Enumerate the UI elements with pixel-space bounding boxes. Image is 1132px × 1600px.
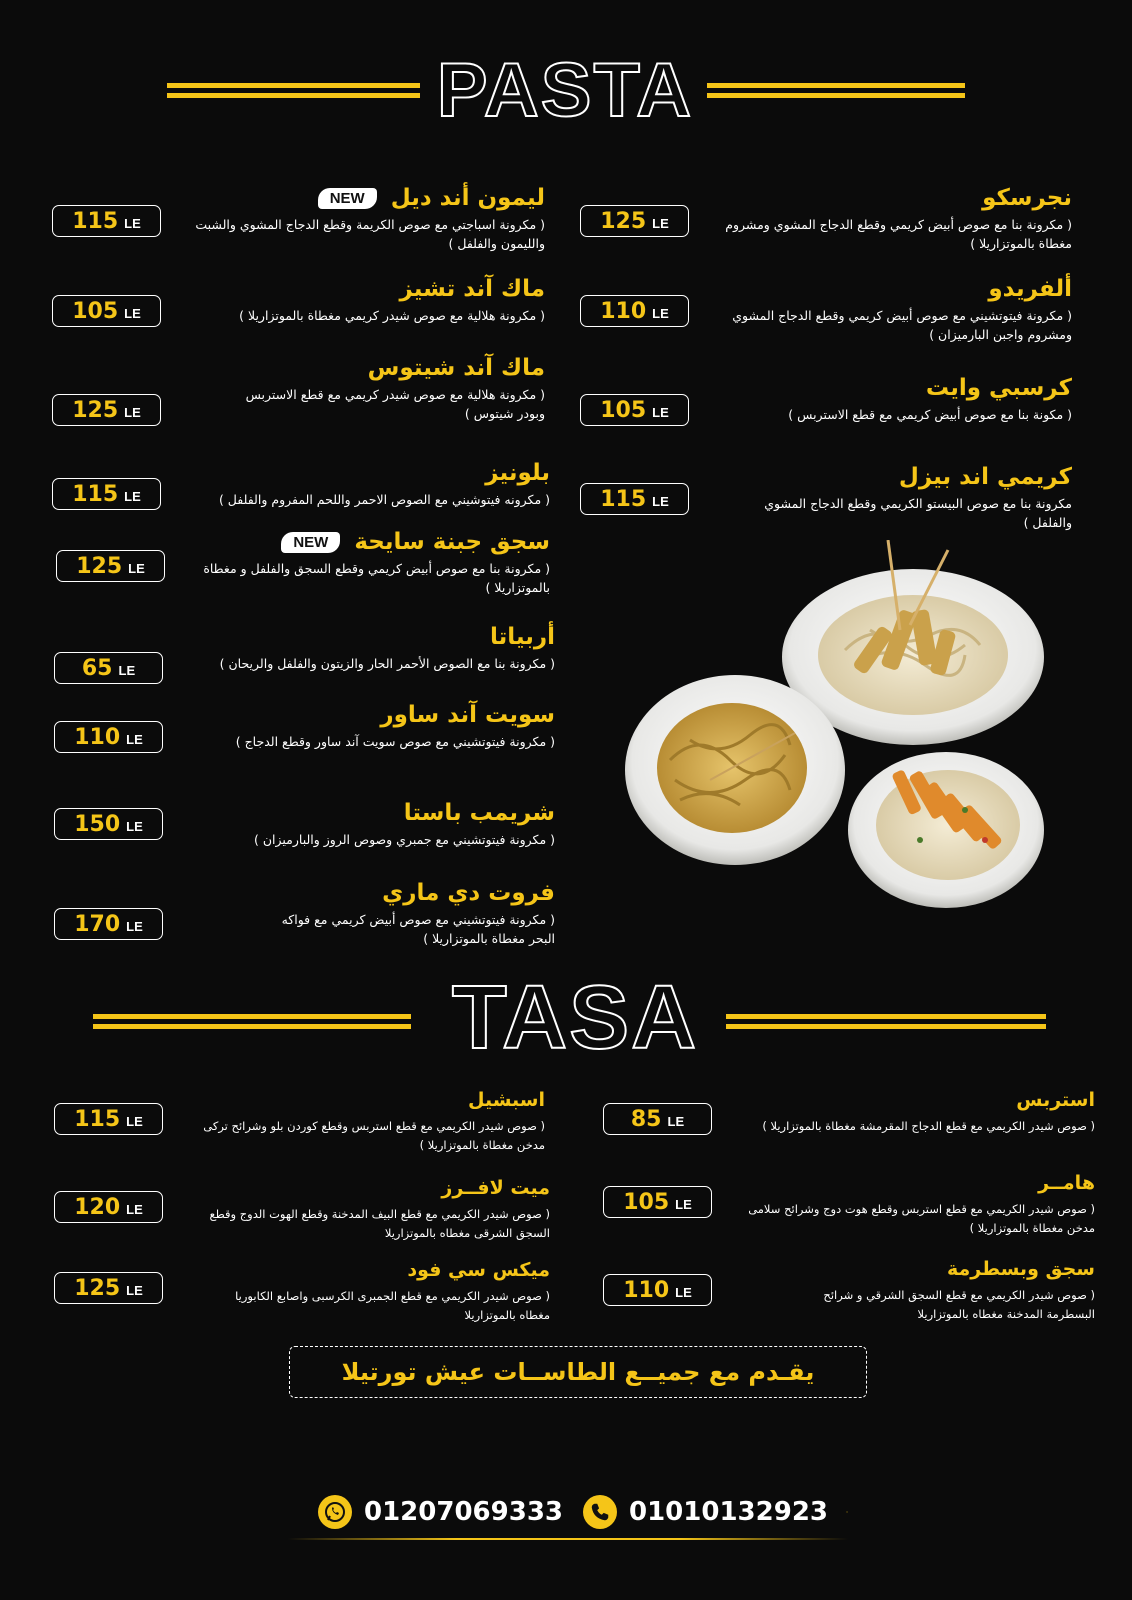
price-tag bbox=[603, 1274, 712, 1306]
item-name: ميت لافــرز bbox=[441, 1177, 550, 1199]
price-currency: LE bbox=[126, 1201, 143, 1217]
price-value: 65 bbox=[81, 655, 113, 681]
price-tag bbox=[54, 1272, 163, 1304]
price-value: 125 bbox=[76, 553, 123, 579]
price-currency: LE bbox=[652, 493, 669, 509]
price-value: 120 bbox=[74, 1194, 121, 1220]
tasa-tortilla-note: يقـدم مع جميــع الطاســات عيش تورتيلا bbox=[289, 1346, 867, 1398]
price-currency: LE bbox=[667, 1113, 685, 1129]
item-description: ( صوص شيدر الكريمي مع قطع الدجاج المقرمشة مغطاة بالموتزاريلا ) bbox=[762, 1119, 1095, 1133]
item-name: استربس bbox=[1016, 1089, 1095, 1111]
tasa-item-special bbox=[190, 1085, 545, 1155]
item-name: سويت آند ساور bbox=[380, 702, 555, 728]
price-tag bbox=[603, 1186, 712, 1218]
tasa-item-sausage-pastrami bbox=[790, 1254, 1095, 1324]
new-badge: NEW bbox=[318, 188, 377, 209]
tasa-divider-right bbox=[726, 1014, 1046, 1029]
price-tag bbox=[54, 1103, 163, 1135]
item-name: أربياتا bbox=[489, 624, 555, 650]
item-description: مكرونة بنا مع صوص البيستو الكريمي وقطع الدجاج المشوي والفلفل ) bbox=[764, 496, 1072, 530]
item-name: سجق وبسطرمة bbox=[946, 1258, 1095, 1280]
price-tag bbox=[580, 394, 689, 426]
price-tag bbox=[580, 205, 689, 237]
item-description: ( مكرونة هلالية مع صوص شيدر كريمي مع قطع الاستربس وبودر شيتوس ) bbox=[245, 387, 545, 421]
price-currency: LE bbox=[118, 662, 136, 678]
menu-item-sausage-cheese bbox=[180, 527, 550, 597]
item-description: ( مكرونة بنا مع صوص أبيض كريمي وقطع الدجاج المشوي ومشروم مغطاة بالموتزاريلا ) bbox=[725, 217, 1072, 251]
item-description: ( مكرونة فيتوتشيني مع صوص سويت آند ساور وقطع الدجاج ) bbox=[235, 734, 555, 749]
price-value: 85 bbox=[630, 1106, 662, 1132]
price-currency: LE bbox=[126, 918, 143, 934]
item-description: ( مكرونة فيتوتشيني مع جمبري وصوص الروز والبارميزان ) bbox=[253, 832, 555, 847]
price-value: 115 bbox=[74, 1106, 121, 1132]
price-tag bbox=[52, 295, 161, 327]
item-name: فروت دي ماري bbox=[382, 880, 555, 906]
item-name: اسبشيل bbox=[467, 1089, 545, 1111]
price-currency: LE bbox=[652, 215, 669, 231]
price-value: 170 bbox=[74, 911, 121, 937]
price-currency: LE bbox=[126, 1282, 143, 1298]
price-value: 105 bbox=[600, 397, 647, 423]
tasa-divider-left bbox=[93, 1014, 411, 1029]
whatsapp-icon[interactable] bbox=[318, 1495, 352, 1529]
item-description: ( صوص شيدر الكريمي مع قطع استربس وقطع كوردن بلو وشرائح تركى مدخن مغطاة بالموتزاريلا ) bbox=[203, 1119, 545, 1152]
menu-item-shrimp-pasta bbox=[160, 798, 555, 849]
price-currency: LE bbox=[652, 305, 669, 321]
price-currency: LE bbox=[126, 1113, 143, 1129]
price-tag bbox=[54, 652, 163, 684]
item-name: نجرسكو bbox=[982, 185, 1072, 211]
price-value: 115 bbox=[72, 481, 119, 507]
menu-item-arrabbiata bbox=[160, 622, 555, 673]
price-currency: LE bbox=[124, 215, 141, 231]
menu-item-negresco bbox=[700, 183, 1072, 253]
price-value: 115 bbox=[600, 486, 647, 512]
price-currency: LE bbox=[652, 404, 669, 420]
tasa-title: TASA bbox=[451, 968, 699, 1068]
item-description: ( مكرونة بنا مع الصوص الأحمر الحار والزيتون والفلفل والريحان ) bbox=[219, 656, 555, 671]
menu-item-sweet-sour bbox=[160, 700, 555, 751]
tasa-item-mix-seafood bbox=[220, 1255, 550, 1325]
price-currency: LE bbox=[124, 488, 141, 504]
item-description: ( مكرونة فيتوتشيني مع صوص أبيض كريمي وقطع الدجاج المشوي ومشروم واجبن البارميزان ) bbox=[732, 308, 1072, 342]
item-name: هامــر bbox=[1038, 1172, 1095, 1194]
price-tag bbox=[54, 908, 163, 940]
price-currency: LE bbox=[124, 404, 141, 420]
item-description: ( مكرونه فيتوشيني مع الصوص الاحمر واللحم المفروم والفلفل ) bbox=[218, 492, 550, 507]
pasta-dishes-photo bbox=[620, 540, 1060, 930]
item-name: شريمب باستا bbox=[403, 800, 555, 826]
price-value: 105 bbox=[72, 298, 119, 324]
item-name: سجق جبنة سايحة bbox=[354, 529, 550, 555]
price-tag bbox=[580, 295, 689, 327]
price-currency: LE bbox=[126, 818, 143, 834]
menu-item-frutti-di-mare bbox=[270, 878, 555, 948]
tasa-item-hammer bbox=[740, 1168, 1095, 1238]
item-name: كريمي اند بيزل bbox=[898, 464, 1072, 490]
price-value: 110 bbox=[74, 724, 121, 750]
menu-item-bolognese bbox=[160, 458, 550, 509]
item-name: ميكس سي فود bbox=[407, 1259, 550, 1281]
pasta-divider-left bbox=[167, 83, 420, 98]
price-currency: LE bbox=[128, 560, 145, 576]
price-tag bbox=[54, 721, 163, 753]
menu-item-mac-cheese bbox=[160, 274, 545, 325]
footer-underline bbox=[288, 1538, 848, 1540]
new-badge: NEW bbox=[281, 532, 340, 553]
call-number[interactable]: 01010132923 bbox=[629, 1497, 828, 1527]
price-tag bbox=[52, 478, 161, 510]
price-currency: LE bbox=[126, 731, 143, 747]
item-name: كرسبي وايت bbox=[925, 375, 1072, 401]
tasa-item-meat-lovers bbox=[190, 1173, 550, 1243]
price-currency: LE bbox=[675, 1196, 692, 1212]
price-tag bbox=[52, 394, 161, 426]
menu-item-creamy-basil bbox=[740, 462, 1072, 532]
menu-item-crispy-white bbox=[700, 373, 1072, 424]
price-tag bbox=[580, 483, 689, 515]
price-value: 115 bbox=[72, 208, 119, 234]
price-currency: LE bbox=[675, 1284, 692, 1300]
item-description: ( صوص شيدر الكريمي مع قطع الجمبرى الكرسبى واصابع الكابوريا مغطاه بالموتزاريلا bbox=[235, 1289, 550, 1322]
menu-item-mac-cheetos bbox=[220, 353, 545, 423]
price-currency: LE bbox=[124, 305, 141, 321]
price-value: 125 bbox=[74, 1275, 121, 1301]
price-value: 110 bbox=[623, 1277, 670, 1303]
price-value: 110 bbox=[600, 298, 647, 324]
menu-item-lemon-dill bbox=[160, 183, 545, 253]
phone-icon[interactable] bbox=[583, 1495, 617, 1529]
tasa-item-strips bbox=[760, 1085, 1095, 1136]
pasta-title: PASTA bbox=[436, 48, 694, 133]
item-description: ( صوص شيدر الكريمي مع قطع استربس وقطع هوت دوج وشرائح سلامى مدخن مغطاة بالموتزاريلا ) bbox=[748, 1202, 1095, 1235]
item-name: بلونيز bbox=[485, 460, 550, 486]
price-value: 150 bbox=[74, 811, 121, 837]
price-tag bbox=[56, 550, 165, 582]
item-name: ماك آند شيتوس bbox=[367, 355, 545, 381]
whatsapp-number[interactable]: 01207069333 bbox=[364, 1497, 563, 1527]
price-value: 125 bbox=[72, 397, 119, 423]
delivery-scooter-icon bbox=[846, 1484, 848, 1540]
item-description: ( مكرونة بنا مع صوص أبيض كريمي وقطع السجق والفلفل و مغطاة بالموتزاريلا ) bbox=[203, 561, 550, 595]
item-description: ( مكونة بنا مع صوص أبيض كريمي مع قطع الاستربس ) bbox=[788, 407, 1072, 422]
price-tag bbox=[603, 1103, 712, 1135]
price-tag bbox=[54, 808, 163, 840]
item-name: ماك آند تشيز bbox=[399, 276, 545, 302]
contact-footer bbox=[318, 1494, 848, 1530]
item-name: ليمون أند ديل bbox=[390, 185, 545, 211]
price-tag bbox=[54, 1191, 163, 1223]
price-value: 125 bbox=[600, 208, 647, 234]
item-description: ( مكرونة فيتوتشيني مع صوص أبيض كريمي مع فواكه البحر مغطاة بالموتزاريلا ) bbox=[281, 912, 555, 946]
pasta-divider-right bbox=[707, 83, 965, 98]
menu-item-alfredo bbox=[700, 274, 1072, 344]
item-description: ( صوص شيدر الكريمي مع قطع البيف المدخنة وقطع الهوت الدوج وقطع السجق الشرقى مغطاه بالموتزاريلا bbox=[209, 1207, 550, 1240]
price-value: 105 bbox=[623, 1189, 670, 1215]
item-description: ( مكرونة اسباجتي مع صوص الكريمة وقطع الدجاج المشوي والشبت والليمون والفلفل ) bbox=[195, 217, 545, 251]
item-name: ألفريدو bbox=[988, 276, 1072, 302]
item-description: ( مكرونة هلالية مع صوص شيدر كريمي مغطاة بالموتزاريلا ) bbox=[239, 308, 545, 323]
price-tag bbox=[52, 205, 161, 237]
item-description: ( صوص شيدر الكريمي مع قطع السجق الشرقي و شرائح البسطرمة المدخنة مغطاه بالموتزاريلا bbox=[823, 1288, 1095, 1321]
